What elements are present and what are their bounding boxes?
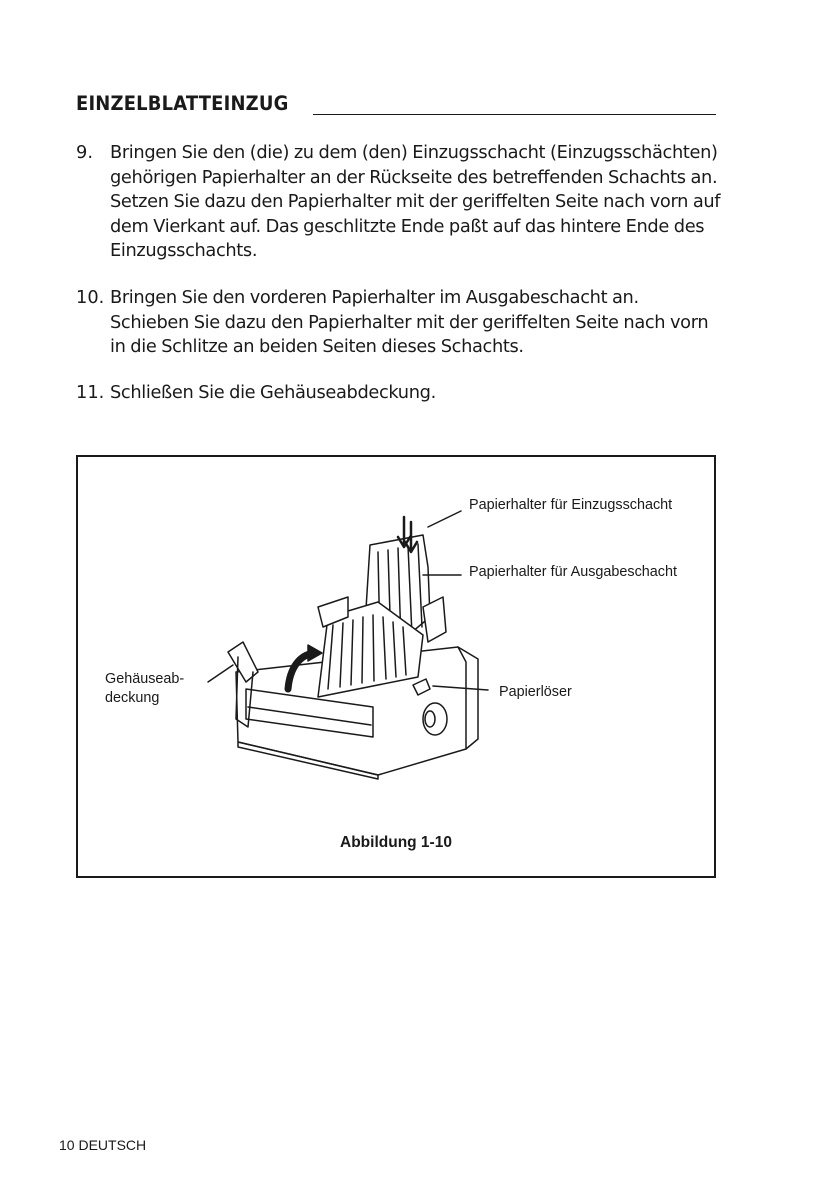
label-gehaeuse-line2: deckung	[105, 690, 160, 706]
label-einzugsschacht: Papierhalter für Einzugsschacht	[469, 497, 673, 513]
step-text: Bringen Sie den vorderen Papierhalter im Ausgabeschacht an. Schieben Sie dazu den Papierhalter mit der geriffelten Seite nach vorn in die Schlitze an beiden Seiten dieses Schachts.	[110, 287, 709, 357]
step-9	[76, 141, 721, 264]
label-gehaeuse-line1: Gehäuseab-	[105, 671, 185, 687]
section-heading-row	[76, 92, 716, 118]
step-number: 11.	[76, 382, 105, 403]
figure-caption: Abbildung 1-10	[340, 834, 452, 851]
page-footer: 10 DEUTSCH	[59, 1137, 147, 1153]
step-text: Bringen Sie den (die) zu dem (den) Einzugsschacht (Einzugsschächten) gehörigen Papierhalter an der Rückseite des betreffenden Schachts an. Setzen Sie dazu den Papierhalter mit der geriffelten Seite nach vorn auf dem Vierkant auf. Das geschlitzte Ende paßt auf das hintere Ende des Einzugsschachts.	[110, 142, 721, 261]
step-number: 10.	[76, 287, 105, 308]
label-ausgabeschacht: Papierhalter für Ausgabeschacht	[469, 564, 677, 580]
step-11	[76, 381, 721, 406]
step-10	[76, 286, 721, 360]
label-papierloeser: Papierlöser	[499, 684, 572, 700]
figure-box	[76, 455, 716, 878]
printer-illustration	[78, 457, 714, 876]
step-number: 9.	[76, 142, 93, 163]
step-text: Schließen Sie die Gehäuseabdeckung.	[110, 382, 436, 403]
section-heading: EINZELBLATTEINZUG	[76, 92, 289, 115]
heading-rule	[313, 114, 716, 115]
